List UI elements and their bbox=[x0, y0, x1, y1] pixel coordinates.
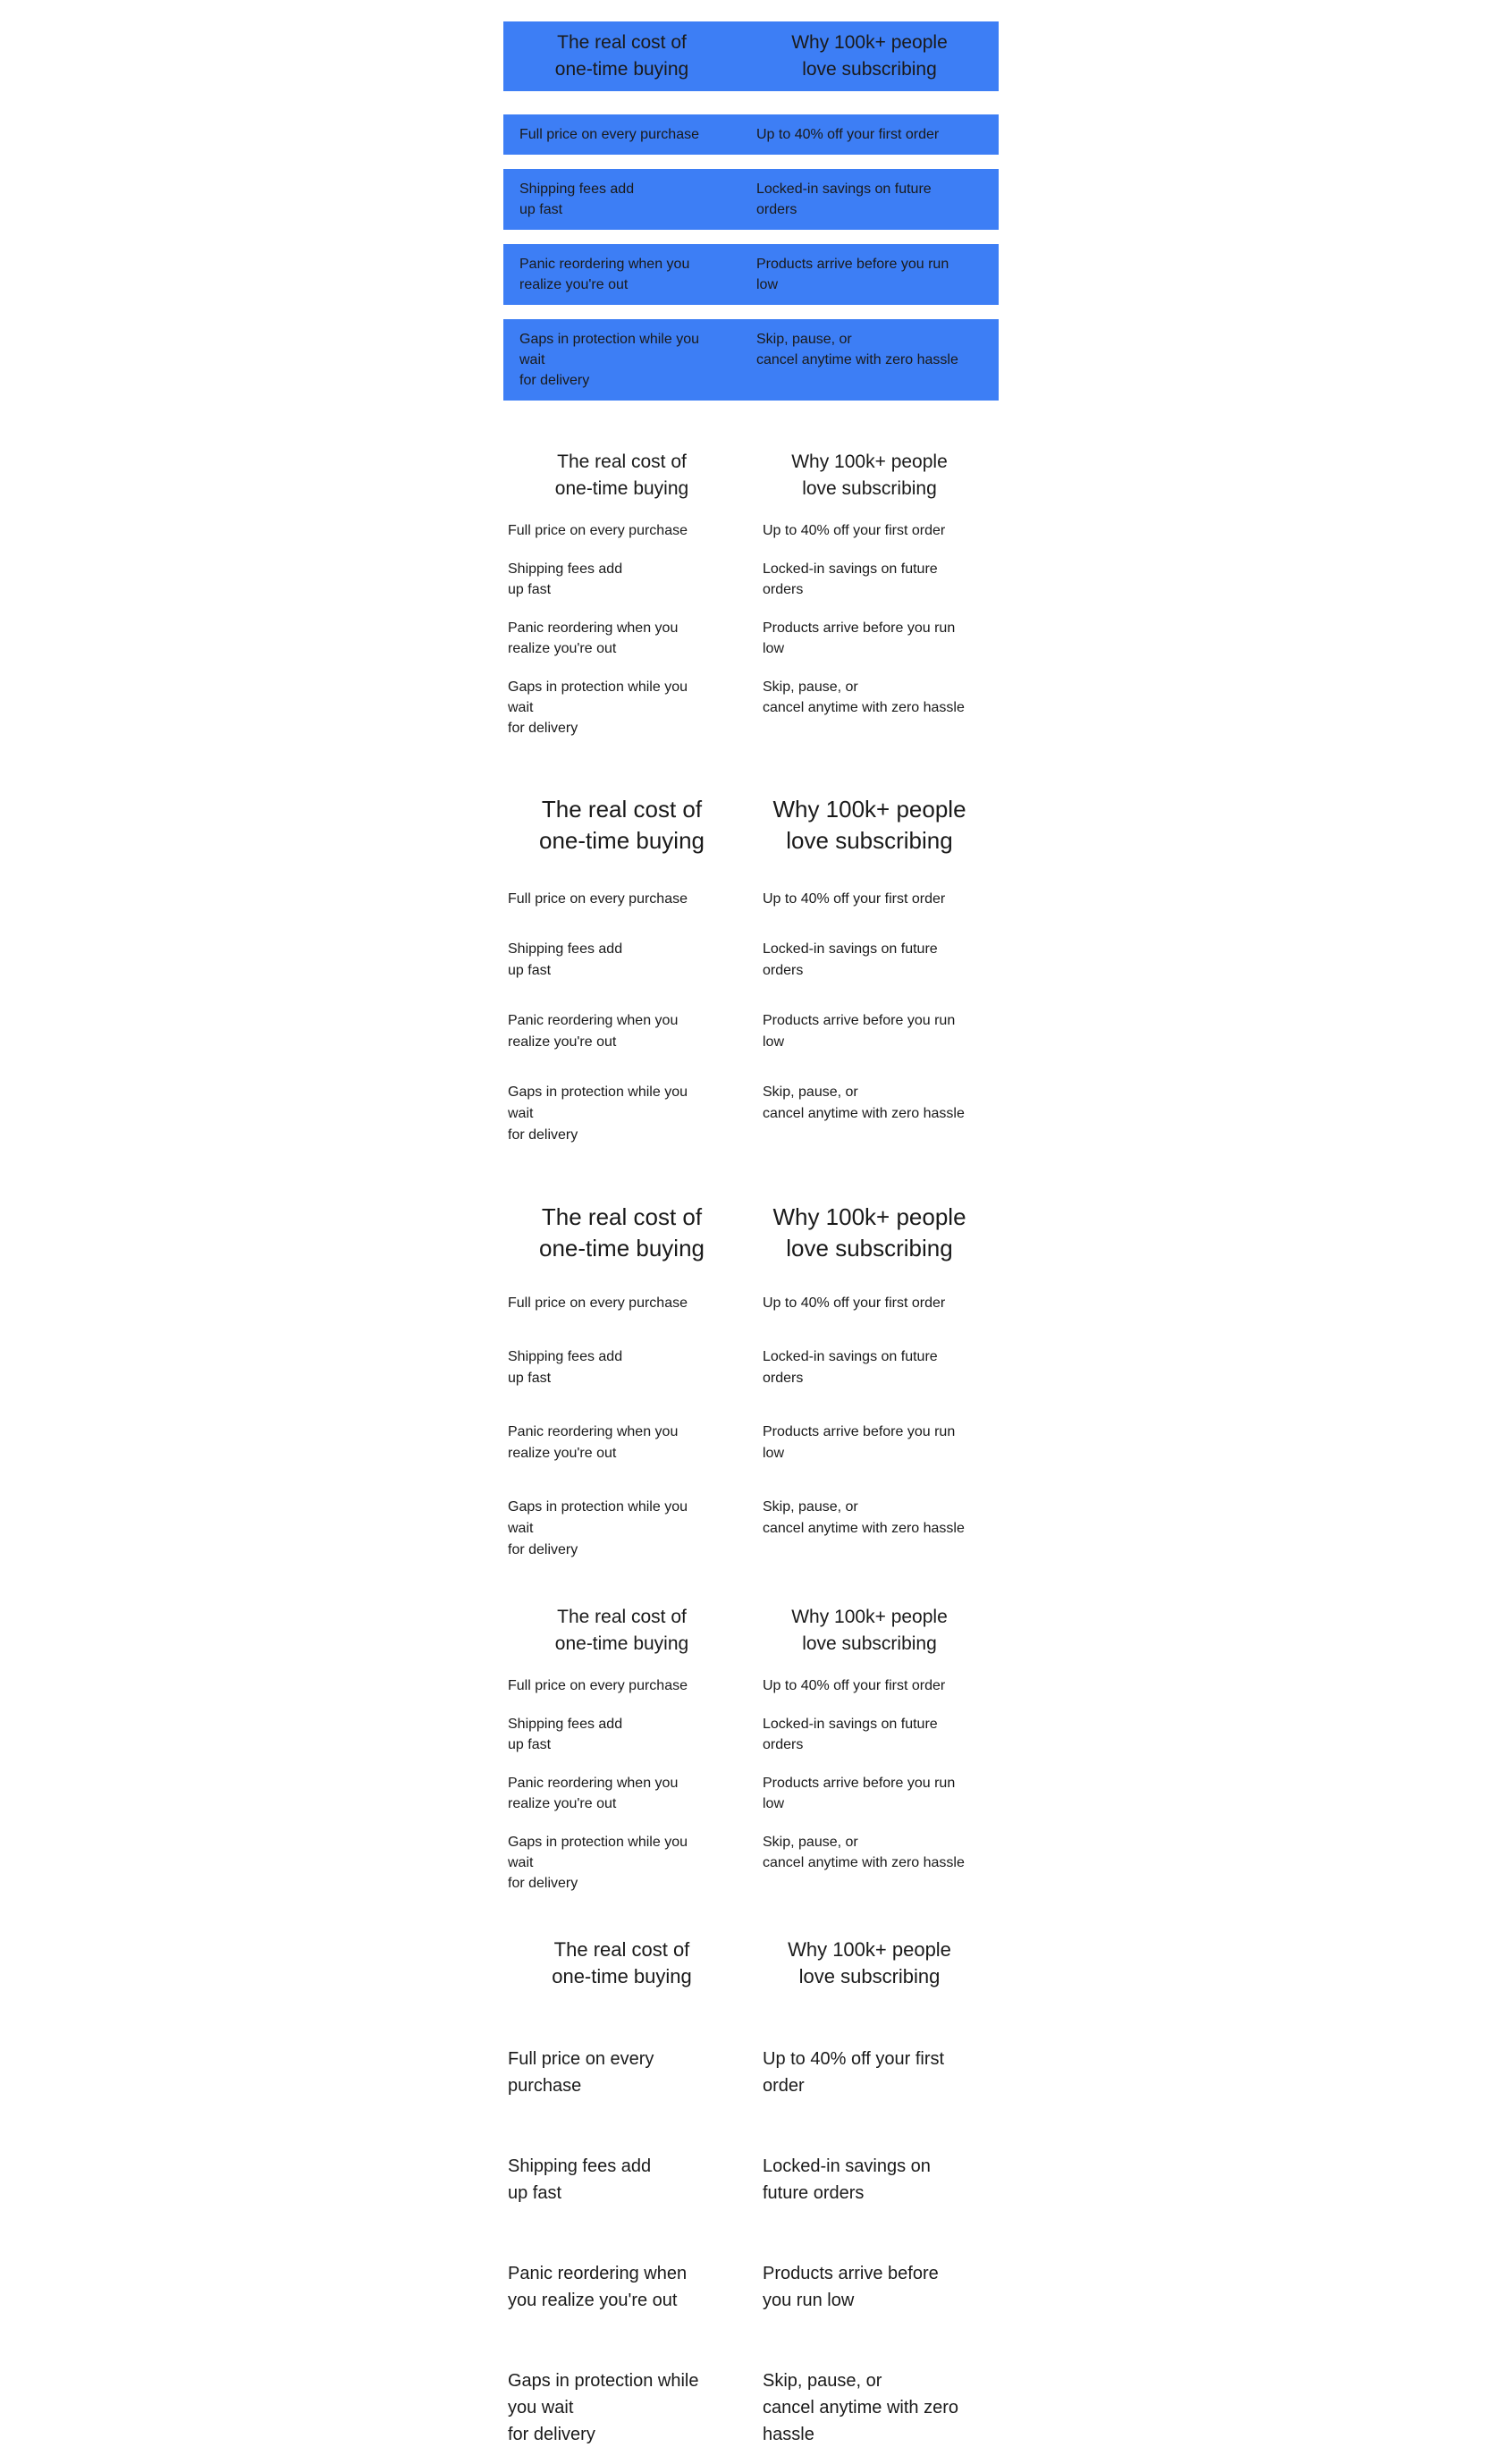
one-time-cell: Panic reordering when you realize you're out bbox=[508, 2264, 688, 2310]
subscribe-cell: Locked-in savings on future orders bbox=[763, 941, 938, 978]
table-header-row bbox=[503, 1202, 999, 1264]
subscribe-cell: Products arrive before you run low bbox=[763, 1776, 956, 1811]
one-time-cell: Shipping fees add up fast bbox=[508, 2156, 652, 2203]
subscribe-cell: Products arrive before you run low bbox=[763, 1013, 956, 1050]
one-time-cell: Shipping fees add up fast bbox=[508, 1349, 623, 1386]
one-time-cell: Gaps in protection while you wait for delivery bbox=[508, 679, 688, 736]
table-row bbox=[503, 1773, 999, 1814]
one-time-cell: Gaps in protection while you wait for delivery bbox=[508, 1499, 688, 1557]
subscribe-cell: Skip, pause, or cancel anytime with zero hassle bbox=[763, 1835, 965, 1870]
comparison-table-compact bbox=[503, 1604, 999, 1894]
comparison-table-large-body bbox=[503, 1937, 999, 2448]
comparison-table-blue-highlight bbox=[503, 21, 999, 401]
one-time-cell: Gaps in protection while you wait for delivery bbox=[508, 2371, 699, 2444]
one-time-cell: Panic reordering when you realize you're out bbox=[508, 1776, 679, 1811]
table-header-row bbox=[503, 21, 999, 91]
table-row bbox=[503, 1010, 999, 1053]
comparison-table-plain bbox=[503, 449, 999, 738]
subscribe-cell: Skip, pause, or cancel anytime with zero hassle bbox=[763, 1499, 965, 1536]
subscribe-column-header: Why 100k+ people love subscribing bbox=[791, 1607, 948, 1654]
subscribe-cell: Up to 40% off your first order bbox=[763, 1678, 946, 1693]
comparison-page bbox=[503, 0, 999, 2464]
comparison-table-large-heading bbox=[503, 794, 999, 1146]
table-row bbox=[503, 889, 999, 910]
one-time-column-header: The real cost of one-time buying bbox=[554, 451, 689, 499]
subscribe-cell: Locked-in savings on future orders bbox=[756, 181, 932, 217]
one-time-column-header: The real cost of one-time buying bbox=[552, 1938, 692, 1987]
one-time-cell: Panic reordering when you realize you're out bbox=[508, 620, 679, 656]
table-row bbox=[503, 319, 999, 401]
table-row bbox=[503, 1497, 999, 1561]
table-row bbox=[503, 2367, 999, 2448]
one-time-cell: Full price on every purchase bbox=[508, 1295, 688, 1311]
subscribe-cell: Skip, pause, or cancel anytime with zero hassle bbox=[763, 1084, 965, 1121]
subscribe-cell: Products arrive before you run low bbox=[763, 1424, 956, 1461]
subscribe-column-header: Why 100k+ people love subscribing bbox=[772, 1203, 966, 1262]
table-row bbox=[503, 939, 999, 982]
subscribe-column-header: Why 100k+ people love subscribing bbox=[791, 451, 948, 499]
one-time-cell: Full price on every purchase bbox=[508, 891, 688, 907]
table-row bbox=[503, 1293, 999, 1314]
table-row bbox=[503, 2260, 999, 2314]
table-row bbox=[503, 1675, 999, 1696]
one-time-column-header: The real cost of one-time buying bbox=[554, 32, 689, 80]
subscribe-cell: Products arrive before you run low bbox=[756, 257, 949, 292]
one-time-cell: Panic reordering when you realize you're out bbox=[508, 1424, 679, 1461]
subscribe-cell: Locked-in savings on future orders bbox=[763, 2156, 931, 2203]
table-row bbox=[503, 618, 999, 659]
table-row bbox=[503, 1082, 999, 1146]
table-row bbox=[503, 1346, 999, 1389]
table-row bbox=[503, 1422, 999, 1464]
table-row bbox=[503, 2153, 999, 2207]
one-time-cell: Full price on every purchase bbox=[508, 2049, 654, 2096]
table-row bbox=[503, 2046, 999, 2099]
subscribe-cell: Locked-in savings on future orders bbox=[763, 561, 938, 597]
one-time-cell: Full price on every purchase bbox=[519, 127, 699, 142]
table-row bbox=[503, 559, 999, 600]
subscribe-cell: Products arrive before you run low bbox=[763, 620, 956, 656]
table-row bbox=[503, 1832, 999, 1894]
table-row bbox=[503, 1714, 999, 1755]
subscribe-cell: Locked-in savings on future orders bbox=[763, 1717, 938, 1752]
subscribe-cell: Up to 40% off your first order bbox=[763, 1295, 946, 1311]
table-header-row bbox=[503, 449, 999, 502]
one-time-cell: Shipping fees add up fast bbox=[508, 941, 623, 978]
subscribe-cell: Skip, pause, or cancel anytime with zero hassle bbox=[763, 2371, 958, 2444]
one-time-column-header: The real cost of one-time buying bbox=[554, 1607, 689, 1654]
one-time-cell: Shipping fees add up fast bbox=[508, 1717, 623, 1752]
one-time-cell: Shipping fees add up fast bbox=[508, 561, 623, 597]
one-time-column-header: The real cost of one-time buying bbox=[539, 796, 705, 854]
one-time-cell: Full price on every purchase bbox=[508, 523, 688, 538]
subscribe-cell: Up to 40% off your first order bbox=[763, 891, 946, 907]
table-row bbox=[503, 114, 999, 155]
one-time-column-header: The real cost of one-time buying bbox=[539, 1203, 705, 1262]
one-time-cell: Gaps in protection while you wait for delivery bbox=[508, 1084, 688, 1143]
subscribe-cell: Up to 40% off your first order bbox=[763, 523, 946, 538]
table-row bbox=[503, 677, 999, 738]
comparison-table-large-heading-2 bbox=[503, 1202, 999, 1561]
subscribe-cell: Up to 40% off your first order bbox=[763, 2049, 945, 2096]
subscribe-cell: Locked-in savings on future orders bbox=[763, 1349, 938, 1386]
subscribe-cell: Skip, pause, or cancel anytime with zero hassle bbox=[763, 679, 965, 715]
one-time-cell: Gaps in protection while you wait for delivery bbox=[519, 332, 699, 388]
subscribe-cell: Skip, pause, or cancel anytime with zero hassle bbox=[756, 332, 958, 367]
table-row bbox=[503, 520, 999, 541]
one-time-cell: Panic reordering when you realize you're out bbox=[519, 257, 690, 292]
table-header-row bbox=[503, 1604, 999, 1658]
subscribe-column-header: Why 100k+ people love subscribing bbox=[791, 32, 948, 80]
table-header-row bbox=[503, 1937, 999, 1990]
table-row bbox=[503, 169, 999, 230]
one-time-cell: Full price on every purchase bbox=[508, 1678, 688, 1693]
one-time-cell: Gaps in protection while you wait for delivery bbox=[508, 1835, 688, 1891]
table-header-row bbox=[503, 794, 999, 856]
one-time-cell: Shipping fees add up fast bbox=[519, 181, 635, 217]
subscribe-column-header: Why 100k+ people love subscribing bbox=[772, 796, 966, 854]
table-row bbox=[503, 244, 999, 305]
one-time-cell: Panic reordering when you realize you're out bbox=[508, 1013, 679, 1050]
subscribe-column-header: Why 100k+ people love subscribing bbox=[788, 1938, 951, 1987]
subscribe-cell: Products arrive before you run low bbox=[763, 2264, 939, 2310]
subscribe-cell: Up to 40% off your first order bbox=[756, 127, 940, 142]
